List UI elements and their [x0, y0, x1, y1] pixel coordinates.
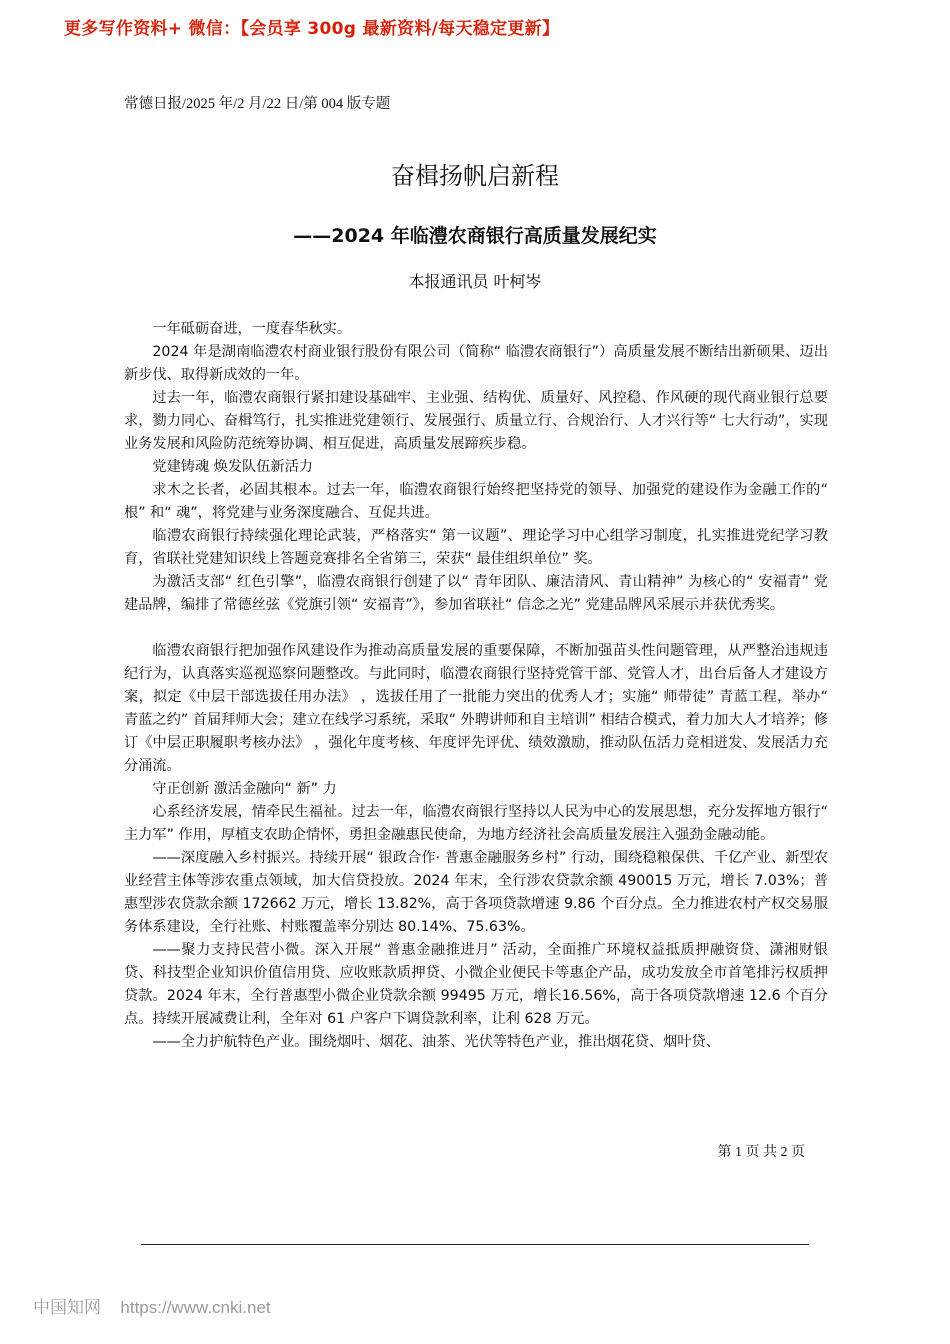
- cnki-watermark: [33, 1293, 271, 1318]
- footer-divider: [141, 1244, 809, 1245]
- paragraph: 过去一年，临澧农商银行紧扣建设基础牢、主业强、结构优、质量好、风控稳、作风硬的现代商业银行总要求，勠力同心、奋楫笃行，扎实推进党建领行、发展强行、质量立行、合规治行、人才兴行等“ 七大行动”，实现业务发展和风险防范统筹协调、相互促进，高质量发展蹄疾步稳。: [124, 390, 828, 452]
- article-subtitle: ——2024 年临澧农商银行高质量发展纪实: [293, 225, 657, 247]
- paragraph: 一年砥砺奋进，一度春华秋实。: [152, 321, 352, 337]
- paragraph: 为激活支部“ 红色引擎”，临澧农商银行创建了以“ 青年团队、廉洁清风、青山精神” 为核心的“ 安福青” 党建品牌，编排了常德丝弦《党旗引领“ 安福青”》，参加省联社“ 信念之光” 党建品牌风采展示并获优秀奖。: [124, 574, 828, 613]
- paragraph: ——全力护航特色产业。围绕烟叶、烟花、油茶、光伏等特色产业，推出烟花贷、烟叶贷、: [152, 1034, 720, 1050]
- paragraph: 心系经济发展，情牵民生福祉。过去一年，临澧农商银行坚持以人民为中心的发展思想，充分发挥地方银行“ 主力军” 作用，厚植支农助企情怀，勇担金融惠民使命，为地方经济社会高质量发展注入强劲金融动能。: [124, 804, 828, 843]
- byline: 本报通讯员 叶柯岑: [408, 272, 542, 291]
- watermark-name: 中国知网: [33, 1298, 101, 1318]
- paragraph: 临澧农商银行把加强作风建设作为推动高质量发展的重要保障，不断加强苗头性问题管理，从严整治违规违纪行为，认真落实巡视巡察问题整改。与此同时，临澧农商银行坚持党管干部、党管人才，出台后备人才建设方案，拟定《中层干部选拔任用办法》 ，选拔任用了一批能力突出的优秀人才；实施“ 师带徒” 青蓝工程，举办“ 青蓝之约” 首届拜师大会；建立在线学习系统，采取“ 外聘讲师和自主培训” 相结合模式，着力加大人才培养；修订《中层正职履职考核办法》 ，强化年度考核、年度评先评优、绩效激励，推动队伍活力竞相迸发、发展活力充分涌流。: [124, 643, 828, 774]
- paragraph: 求木之长者，必固其根本。过去一年，临澧农商银行始终把坚持党的领导、加强党的建设作为金融工作的“ 根” 和“ 魂”，将党建与业务深度融合、互促共进。: [124, 482, 828, 521]
- article-title: 奋楫扬帆启新程: [391, 162, 559, 190]
- paragraph-gap: [124, 617, 828, 640]
- promo-banner: 更多写作资料+ 微信：【会员享 300g 最新资料/每天稳定更新】: [64, 19, 560, 39]
- source-line: 常德日报/2025 年/2 月/22 日/第 004 版专题: [124, 96, 391, 112]
- section-heading: 党建铸魂 焕发队伍新活力: [152, 459, 313, 475]
- article-body: [124, 318, 828, 1054]
- paragraph: 2024 年是湖南临澧农村商业银行股份有限公司（简称“ 临澧农商银行”）高质量发展不断结出新硕果、迈出新步伐、取得新成效的一年。: [124, 344, 828, 383]
- paragraph: 临澧农商银行持续强化理论武装，严格落实“ 第一议题”、理论学习中心组学习制度，扎实推进党纪学习教育，省联社党建知识线上答题竞赛排名全省第三，荣获“ 最佳组织单位” 奖。: [124, 528, 828, 567]
- paragraph: ——深度融入乡村振兴。持续开展“ 银政合作· 普惠金融服务乡村” 行动，围绕稳粮保供、千亿产业、新型农业经营主体等涉农重点领域，加大信贷投放。2024 年末，全行涉农贷款余额 490015 万元，增长 7.03%；普惠型涉农贷款余额 172662 万元，增长 13.82%，高于各项贷款增速 9.86 个百分点。全力推进农村产权交易服务体系建设，全行社账、村账覆盖率分别达 80.14%、75.63%。: [124, 850, 828, 935]
- section-heading: 守正创新 激活金融向“ 新” 力: [152, 781, 337, 797]
- watermark-url: https://www.cnki.net: [120, 1298, 271, 1317]
- page-number: 第 1 页 共 2 页: [717, 1145, 805, 1160]
- paragraph: ——聚力支持民营小微。深入开展“ 普惠金融推进月” 活动，全面推广环境权益抵质押融资贷、潇湘财银贷、科技型企业知识价值信用贷、应收账款质押贷、小微企业便民卡等惠企产品，成功发放全市首笔排污权质押贷款。2024 年末，全行普惠型小微企业贷款余额 99495 万元，增长16.56%，高于各项贷款增速 12.6 个百分点。持续开展减费让利，全年对 61 户客户下调贷款利率，让利 628 万元。: [124, 942, 828, 1027]
